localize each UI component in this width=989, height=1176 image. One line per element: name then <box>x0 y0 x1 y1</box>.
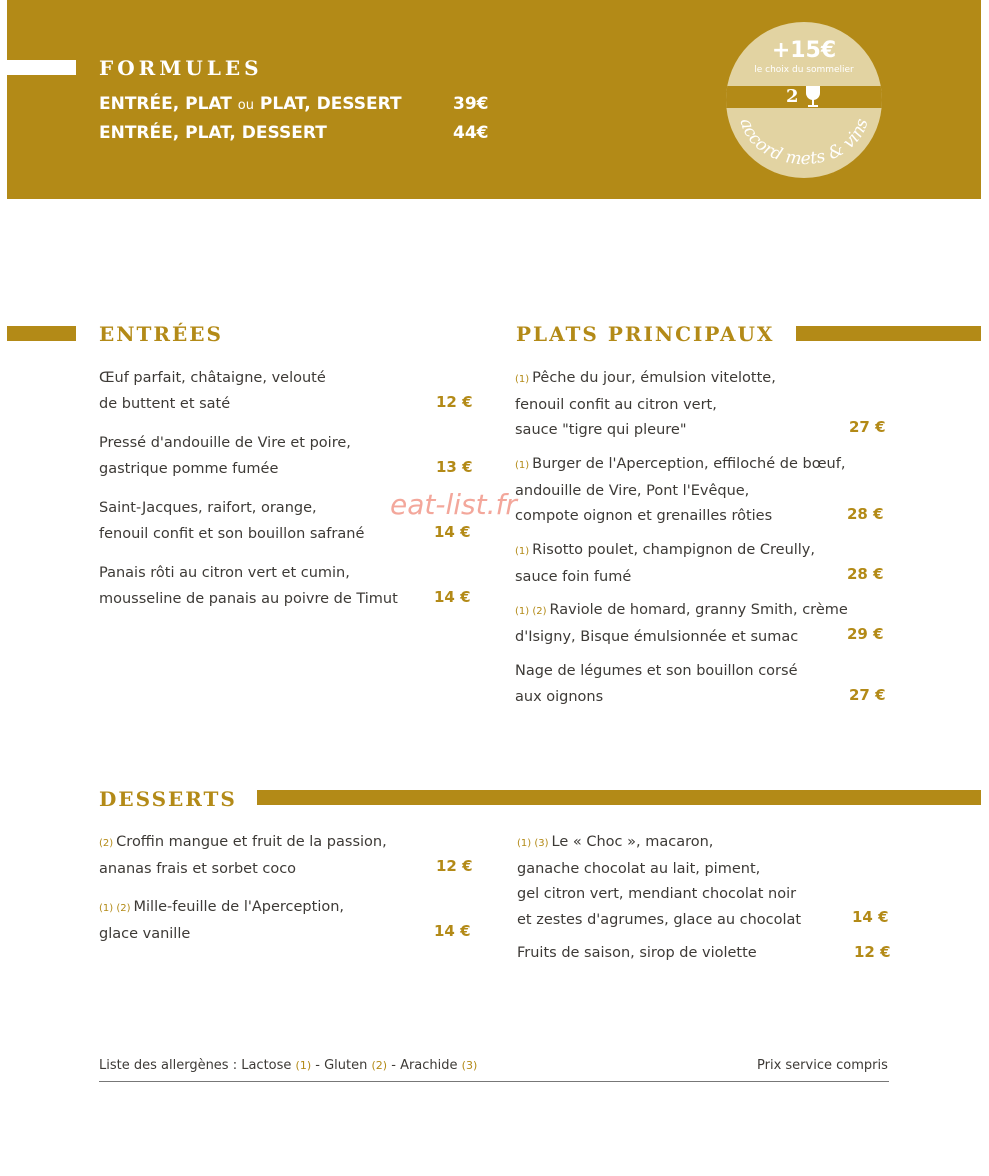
entree-price: 14 € <box>434 523 471 541</box>
badge-accord-text <box>734 110 874 170</box>
entrees-title: ENTRÉES <box>99 322 223 346</box>
plat-item: (1) Risotto poulet, champignon de Creully, sauce foin fumé <box>515 542 815 585</box>
service-note: Prix service compris <box>757 1058 888 1073</box>
dessert-price: 14 € <box>852 908 889 926</box>
dessert-price: 12 € <box>436 857 473 875</box>
badge-subtitle: le choix du sommelier <box>754 65 854 75</box>
plats-bar <box>796 326 981 341</box>
dessert-item: (1) (3) Le « Choc », macaron, ganache chocolat au lait, piment, gel citron vert, mendiant chocolat noir et zestes d'agrumes, glace au chocolat <box>517 834 802 928</box>
formules-title: FORMULES <box>99 56 263 80</box>
plat-price: 28 € <box>847 565 884 583</box>
plat-item: (1) (2) Raviole de homard, granny Smith, crème d'Isigny, Bisque émulsionnée et sumac <box>515 602 848 645</box>
plat-price: 28 € <box>847 505 884 523</box>
plat-item: (1) Burger de l'Aperception, effiloché de bœuf, andouille de Vire, Pont l'Evêque, compote oignon et grenailles rôties <box>515 456 846 524</box>
formule-row-1: ENTRÉE, PLAT ou PLAT, DESSERT <box>99 94 402 114</box>
entree-item: Panais rôti au citron vert et cumin, mousseline de panais au poivre de Timut <box>99 565 398 607</box>
desserts-title: DESSERTS <box>99 787 237 811</box>
entrees-bar <box>7 326 76 341</box>
entree-item: Saint-Jacques, raifort, orange, fenouil confit et son bouillon safrané <box>99 500 365 542</box>
plat-price: 27 € <box>849 418 886 436</box>
wine-glass-icon <box>804 84 822 108</box>
badge-price: +15€ <box>771 38 837 63</box>
badge-number: 2 <box>786 86 799 107</box>
plat-item: Nage de légumes et son bouillon corsé aux oignons <box>515 663 798 705</box>
dessert-price: 14 € <box>434 922 471 940</box>
formule-price-2: 44€ <box>453 123 489 143</box>
dessert-item: Fruits de saison, sirop de violette <box>517 945 757 961</box>
formule-price-1: 39€ <box>453 94 489 114</box>
entree-price: 13 € <box>436 458 473 476</box>
header-accent-line <box>7 60 76 75</box>
entree-price: 12 € <box>436 393 473 411</box>
entree-price: 14 € <box>434 588 471 606</box>
plat-price: 27 € <box>849 686 886 704</box>
badge-accord-label: accord mets & vins <box>735 116 873 170</box>
allergen-legend: Liste des allergènes : Lactose (1) - Gluten (2) - Arachide (3) <box>99 1058 478 1073</box>
formule-row-2: ENTRÉE, PLAT, DESSERT <box>99 123 327 143</box>
footer-divider <box>99 1081 889 1082</box>
plat-item: (1) Pêche du jour, émulsion vitelotte, fenouil confit au citron vert, sauce "tigre qui pleure" <box>515 370 776 438</box>
sommelier-badge <box>726 22 882 178</box>
dessert-item: (1) (2) Mille-feuille de l'Aperception, glace vanille <box>99 899 345 942</box>
entree-item: Œuf parfait, châtaigne, velouté de buttent et saté <box>99 370 326 412</box>
dessert-price: 12 € <box>854 943 891 961</box>
dessert-item: (2) Croffin mangue et fruit de la passion, ananas frais et sorbet coco <box>99 834 387 877</box>
plat-price: 29 € <box>847 625 884 643</box>
plats-title: PLATS PRINCIPAUX <box>516 322 775 346</box>
svg-text:accord mets & vins <box>735 116 872 169</box>
watermark: eat-list.fr <box>390 488 517 521</box>
entree-item: Pressé d'andouille de Vire et poire, gastrique pomme fumée <box>99 435 351 477</box>
desserts-bar <box>257 790 981 805</box>
